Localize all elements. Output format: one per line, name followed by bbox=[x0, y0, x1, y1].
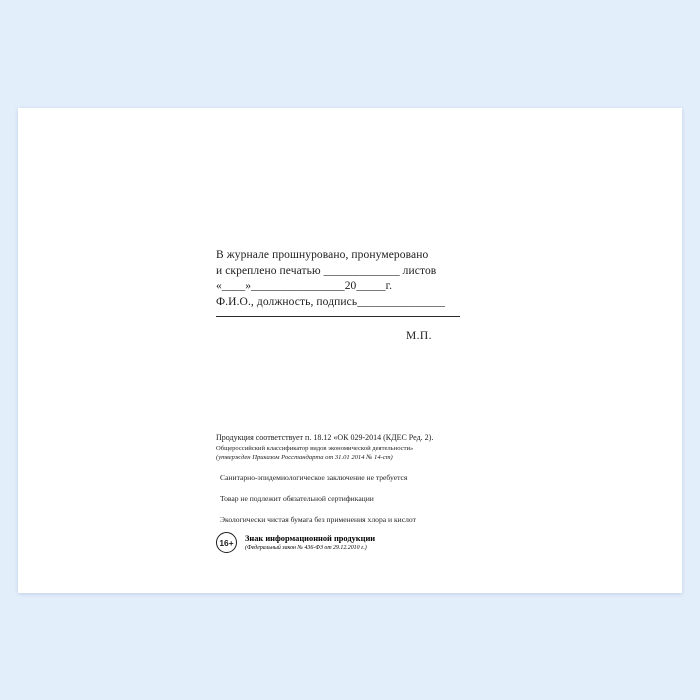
certification-line-4: Ф.И.О., должность, подпись_______________ bbox=[216, 295, 445, 308]
legal-spacer-1 bbox=[216, 462, 516, 472]
certification-underline bbox=[216, 315, 460, 317]
legal-note-1: Санитарно-эпидемиологическое заключение не требуется bbox=[220, 472, 408, 482]
stamp-place-label: М.П. bbox=[406, 330, 432, 342]
legal-note-2: Товар не подлежит обязательной сертификации bbox=[220, 493, 374, 503]
document-page bbox=[18, 108, 682, 593]
certification-line-3: «____»________________20_____г. bbox=[216, 280, 393, 292]
legal-note-3: Экологически чистая бумага без применения хлора и кислот bbox=[220, 514, 416, 524]
age-rating-icon: 16+ bbox=[216, 532, 237, 553]
document-page-content bbox=[18, 108, 682, 593]
age-mark-note: (Федеральный закон № 436-ФЗ от 29.12.2010 г.) bbox=[245, 544, 367, 551]
okved-line-3: (утвержден Приказом Росстандарта от 31.01 2014 № 14-ст) bbox=[216, 453, 393, 461]
certification-block bbox=[216, 248, 476, 317]
age-mark-text bbox=[245, 534, 375, 552]
age-mark-title: Знак информационной продукции bbox=[245, 533, 376, 543]
legal-block bbox=[216, 433, 516, 525]
certification-line-2: и скреплено печатью _____________ листов bbox=[216, 264, 437, 277]
certification-line-1: В журнале прошнуровано, пронумеровано bbox=[216, 249, 429, 261]
okved-line-1: Продукция соответствует п. 18.12 «ОК 029-2014 (КДЕС Ред. 2). bbox=[216, 433, 434, 442]
age-mark bbox=[216, 532, 375, 553]
legal-spacer-3 bbox=[216, 504, 516, 514]
legal-spacer-2 bbox=[216, 483, 516, 493]
okved-line-2: Общероссийский классификатор видов экономической деятельности» bbox=[216, 444, 414, 452]
